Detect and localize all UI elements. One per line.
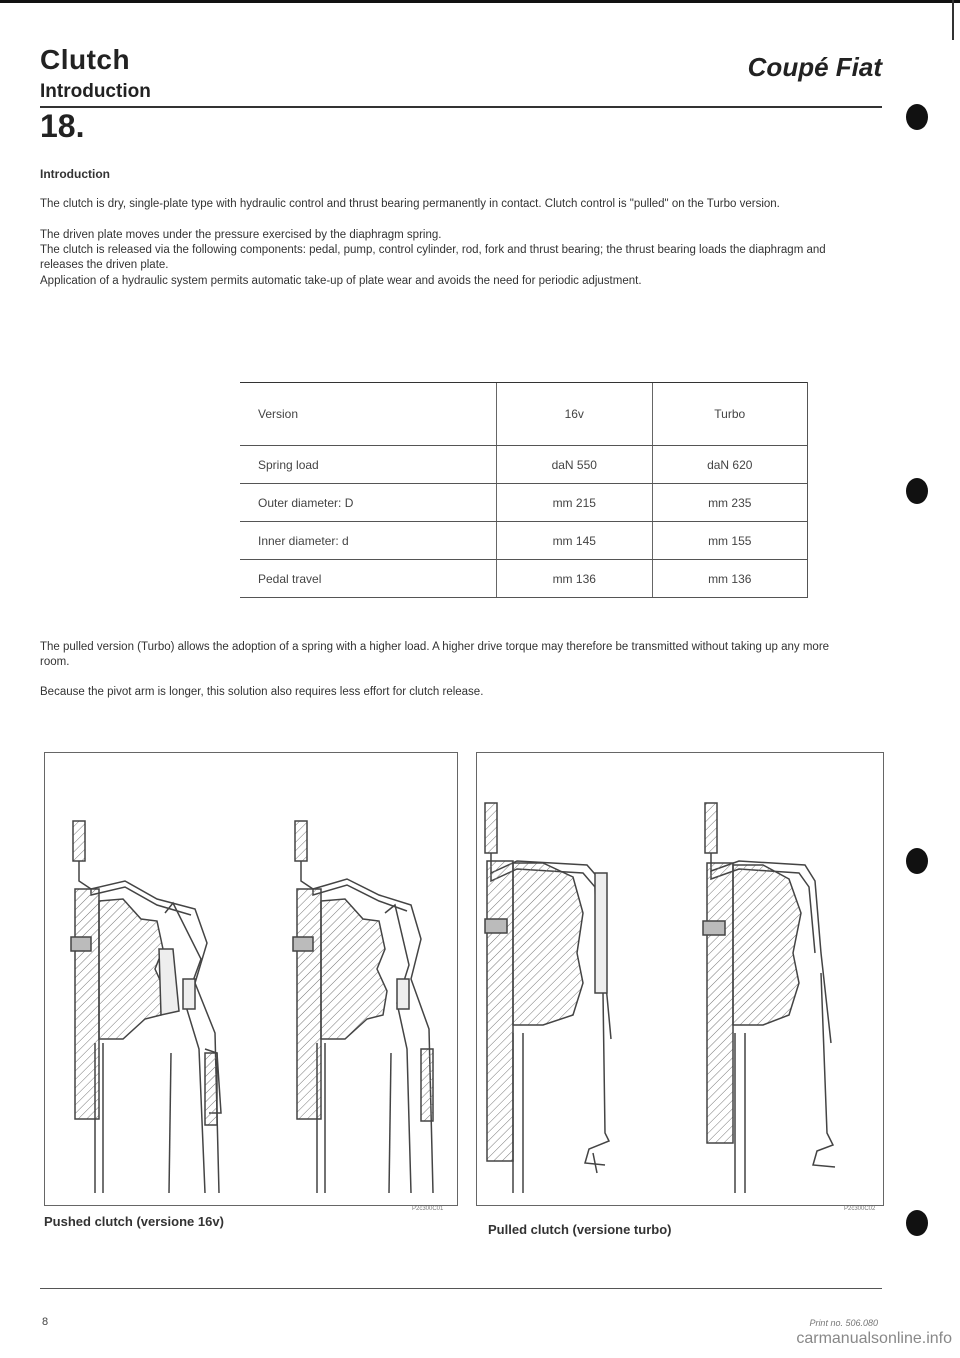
- intro-paragraph: The clutch is released via the following components: pedal, pump, control cylinder, rod, fork and thrust bearing; the thrust bearing loads the diaphragm and releases the driven plate.: [40, 244, 826, 271]
- table-header-cell: Version: [240, 383, 497, 446]
- table-header-cell: 16v: [497, 383, 653, 446]
- table-cell: mm 215: [497, 484, 653, 522]
- pushed-clutch-figure: [44, 752, 458, 1206]
- table-cell: mm 136: [652, 560, 808, 598]
- body-paragraph: Because the pivot arm is longer, this solution also requires less effort for clutch release.: [40, 686, 484, 698]
- table-cell: daN 620: [652, 446, 808, 484]
- binder-hole-icon: [906, 478, 928, 504]
- right-edge-rule: [952, 0, 954, 40]
- top-edge-rule: [0, 0, 960, 3]
- table-cell: Outer diameter: D: [240, 484, 497, 522]
- brand-label: Coupé Fiat: [747, 52, 882, 82]
- page-title: Clutch: [40, 44, 131, 75]
- intro-paragraph: The clutch is dry, single-plate type with hydraulic control and thrust bearing permanently in contact. Clutch control is "pulled" on the Turbo version.: [40, 198, 780, 210]
- table-cell: Inner diameter: d: [240, 522, 497, 560]
- intro-paragraph: The driven plate moves under the pressure exercised by the diaphragm spring.: [40, 229, 442, 241]
- table-cell: mm 145: [497, 522, 653, 560]
- table-row: [240, 446, 808, 484]
- pulled-figure-code: P2c300C02: [844, 1206, 876, 1212]
- page-subtitle: Introduction: [40, 81, 151, 102]
- pulled-clutch-figure: [476, 752, 884, 1206]
- table-cell: Pedal travel: [240, 560, 497, 598]
- binder-hole-icon: [906, 848, 928, 874]
- page-number: 8: [42, 1316, 49, 1328]
- header-divider: [40, 106, 882, 108]
- table-cell: mm 155: [652, 522, 808, 560]
- binder-hole-icon: [906, 104, 928, 130]
- table-cell: mm 136: [497, 560, 653, 598]
- table-row: [240, 484, 808, 522]
- binder-hole-icon: [906, 1210, 928, 1236]
- intro-paragraph: Application of a hydraulic system permits automatic take-up of plate wear and avoids the need for periodic adjustment.: [40, 275, 642, 287]
- spec-table: [240, 382, 808, 598]
- table-row: [240, 560, 808, 598]
- table-header-cell: Turbo: [652, 383, 808, 446]
- footer-divider: [40, 1288, 882, 1289]
- print-number: Print no. 506.080: [809, 1318, 878, 1328]
- table-cell: daN 550: [497, 446, 653, 484]
- table-cell: mm 235: [652, 484, 808, 522]
- table-header-row: [240, 383, 808, 446]
- pushed-clutch-drawing: [45, 753, 457, 1205]
- table-cell: Spring load: [240, 446, 497, 484]
- body-paragraph: The pulled version (Turbo) allows the adoption of a spring with a higher load. A higher drive torque may therefore be transmitted without taking up any more room.: [40, 641, 830, 668]
- pulled-clutch-drawing: [477, 753, 883, 1205]
- intro-heading: Introduction: [40, 167, 110, 181]
- pulled-clutch-caption: Pulled clutch (versione turbo): [488, 1222, 672, 1237]
- table-row: [240, 522, 808, 560]
- pushed-figure-code: P2c300C01: [412, 1206, 444, 1212]
- pushed-clutch-caption: Pushed clutch (versione 16v): [44, 1214, 224, 1229]
- watermark: carmanualsonline.info: [796, 1330, 952, 1347]
- section-number: 18.: [40, 108, 85, 144]
